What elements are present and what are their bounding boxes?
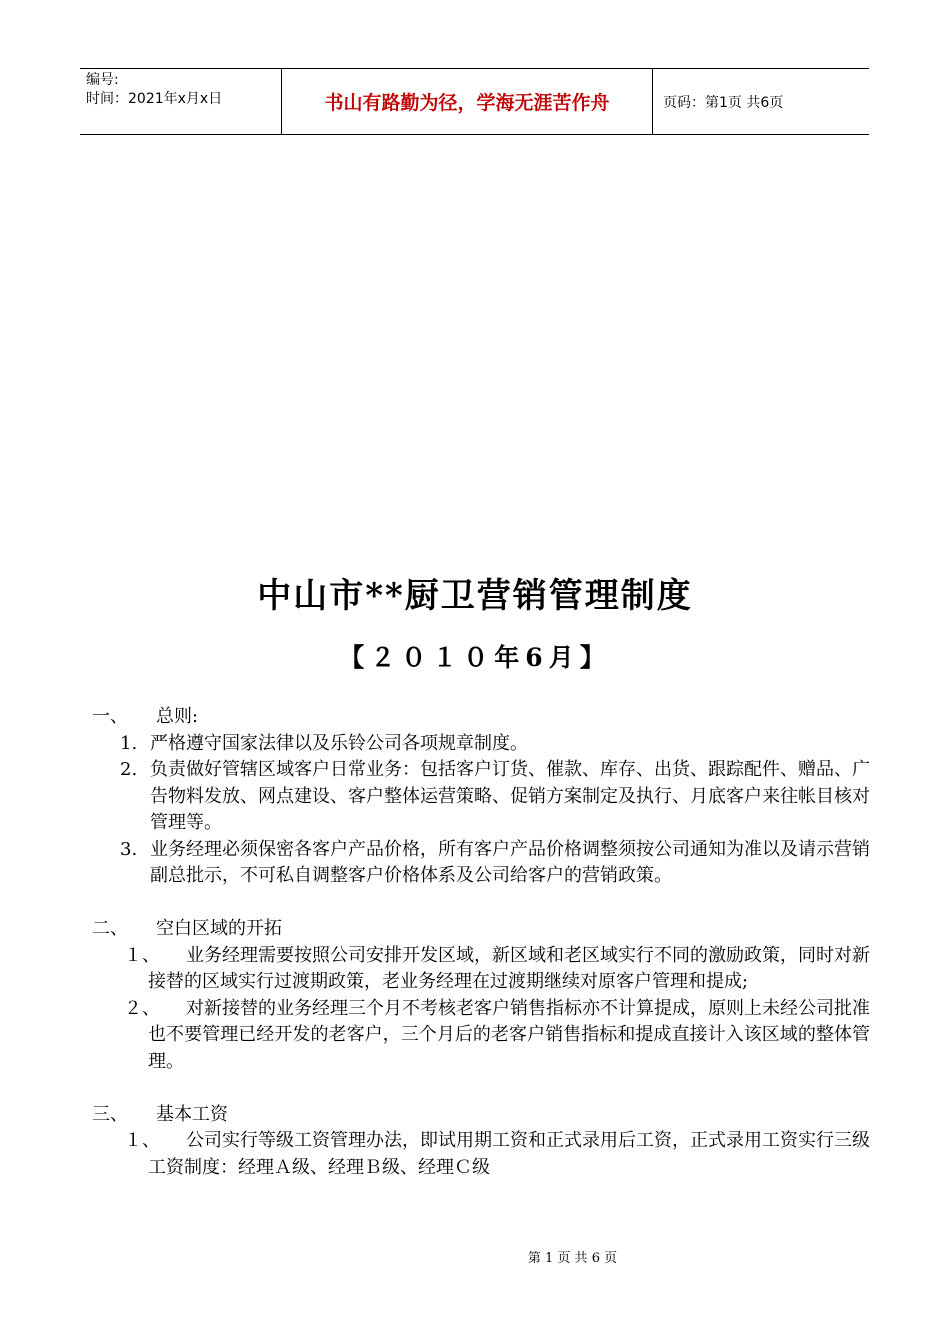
list-item — [80, 731, 870, 758]
page-footer: 第 1 页 共 6 页 — [527, 1251, 618, 1266]
header-info-cell — [80, 69, 282, 134]
spacer — [80, 1075, 870, 1102]
list-item — [80, 837, 870, 890]
list-item — [80, 943, 870, 996]
section-label: 基本工资 — [156, 1103, 228, 1125]
list-item-text: 业务经理需要按照公司安排开发区域，新区域和老区域实行不同的激励政策，同时对新接替的区域实行过渡期政策，老业务经理在过渡期继续对原客户管理和提成; — [148, 944, 870, 992]
section-label: 总则: — [156, 706, 199, 727]
list-item — [80, 757, 870, 837]
spacer — [80, 890, 870, 917]
document-number-label: 编号: — [86, 72, 119, 88]
header-table — [80, 68, 869, 135]
list-item — [80, 996, 870, 1076]
section-heading — [80, 1102, 870, 1129]
list-item-number: ２、 — [124, 997, 160, 1019]
document-date: 【２０１０年6月】 — [339, 643, 611, 672]
document-title: 中山市**厨卫营销管理制度 — [257, 576, 693, 616]
section-heading — [80, 916, 870, 943]
document-time-label: 时间：2021年x月x日 — [86, 91, 223, 107]
list-item-number: 3. — [120, 838, 138, 860]
list-item-number: 1. — [120, 732, 138, 754]
list-item-text: 业务经理必须保密各客户产品价格，所有客户产品价格调整须按公司通知为准以及请示营销副总批示，不可私自调整客户价格体系及公司给客户的营销政策。 — [150, 838, 870, 886]
section-number: 一、 — [92, 706, 128, 727]
list-item-number: 2. — [120, 759, 138, 780]
list-item-text: 严格遵守国家法律以及乐铃公司各项规章制度。 — [150, 732, 528, 754]
document-body — [80, 704, 870, 1181]
list-item-text: 负责做好管辖区域客户日常业务：包括客户订货、催款、库存、出货、跟踪配件、赠品、广告物料发放、网点建设、客户整体运营策略、促销方案制定及执行、月底客户来往帐目核对管理等。 — [150, 759, 870, 833]
list-item-text: 对新接替的业务经理三个月不考核老客户销售指标亦不计算提成，原则上未经公司批准也不要管理已经开发的老客户，三个月后的老客户销售指标和提成直接计入该区域的整体管理。 — [148, 997, 870, 1072]
list-item-number: １、 — [124, 1130, 160, 1151]
list-item-text: 公司实行等级工资管理办法，即试用期工资和正式录用后工资，正式录用工资实行三级工资制度：经理Ａ级、经理Ｂ级、经理Ｃ级 — [148, 1130, 870, 1178]
header-motto: 书山有路勤为径，学海无涯苦作舟 — [282, 69, 653, 134]
section-number: 三、 — [92, 1103, 128, 1125]
list-item — [80, 1128, 870, 1181]
section-label: 空白区域的开拓 — [156, 918, 282, 939]
header-page-code: 页码：第1页 共6页 — [663, 94, 784, 111]
list-item-number: １、 — [124, 944, 160, 966]
section-number: 二、 — [92, 918, 128, 939]
section-heading — [80, 704, 870, 731]
